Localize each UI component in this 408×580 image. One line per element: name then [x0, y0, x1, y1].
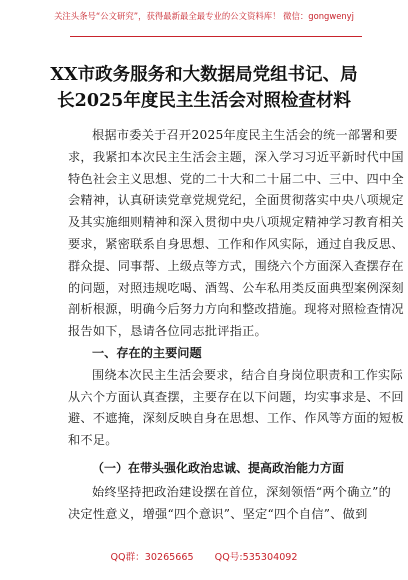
- footer-qq-number: QQ号:535304092: [214, 552, 298, 563]
- text-line: 报告如下，恳请各位同志批评指正。: [68, 324, 267, 339]
- footer-qq-group: QQ群：30265665: [110, 552, 194, 563]
- text-line: 剖析根源，明确今后努力方向和整改措施。现将对照检查情况: [68, 302, 404, 317]
- text-line: 和不足。: [68, 433, 118, 448]
- title-line: XX市政务服务和大数据局党组书记、局: [50, 65, 358, 85]
- header-banner: 关注头条号“公文研究”，获得最新最全最专业的公文资料库！ 微信：gongwenyj: [54, 11, 354, 21]
- section-paragraph: [68, 365, 404, 452]
- text-line: 根据市委关于召开2025年度民主生活会的统一部署和要: [92, 128, 398, 142]
- text-line: 始终坚持把政治建设摆在首位，深刻领悟“两个确立”的: [92, 484, 392, 499]
- text-line: 围绕本次民主生活会要求，结合自身岗位职责和工作实际: [92, 367, 403, 382]
- text-line: 决定性意义，增强“四个意识”、坚定“四个自信”、做到: [68, 506, 368, 521]
- text-line: 会精神，认真研读党章党规党纪，全面贯彻落实中央八项规定: [68, 193, 404, 208]
- text-line: 及其实施细则精神和深入贯彻中央八项规定精神学习教育相关: [68, 215, 404, 230]
- text-line: 避、不遮掩，深刻反映自身在思想、工作、作风等方面的短板: [68, 411, 404, 426]
- document-title: [0, 62, 408, 114]
- title-line: 长2025年度民主生活会对照检查材料: [57, 91, 351, 111]
- document-body: [68, 125, 404, 526]
- text-line: 求，我紧扣本次民主生活会主题，深入学习习近平新时代中国: [68, 149, 404, 164]
- text-line: 的问题，对照违规吃喝、酒驾、公车私用类反面典型案例深刻: [68, 280, 404, 295]
- section-heading: 一、存在的主要问题: [92, 345, 202, 360]
- text-line: 特色社会主义思想、党的二十大和二十届二中、三中、四中全: [68, 171, 404, 186]
- subsection-heading: （一）在带头强化政治忠诚、提高政治能力方面: [92, 460, 345, 475]
- subsection-paragraph: [68, 482, 392, 526]
- intro-paragraph: [68, 125, 404, 343]
- text-line: 从六个方面认真查摆，主要存在以下问题，均实事求是、不回: [68, 389, 404, 404]
- footer-contact: [0, 549, 408, 563]
- text-line: 群众提、同事帮、上级点等方式，围绕六个方面深入查摆存在: [68, 258, 404, 273]
- text-line: 要求，紧密联系自身思想、工作和作风实际，通过自我反思、: [68, 236, 404, 251]
- header-divider: [70, 36, 362, 37]
